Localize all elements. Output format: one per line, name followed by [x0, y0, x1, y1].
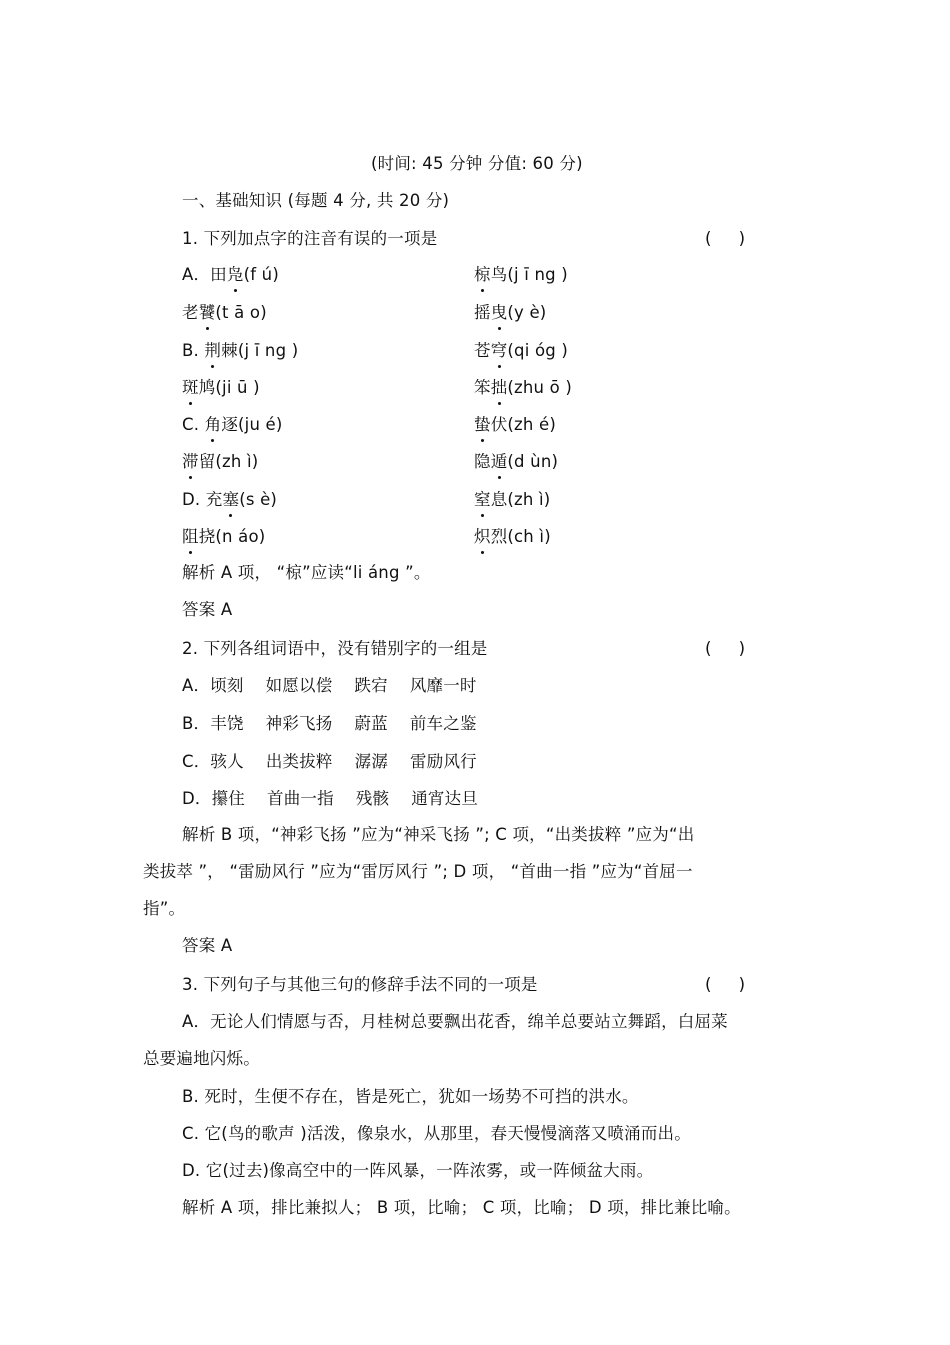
option-word: 雷励风行 [410, 752, 477, 771]
q1-answer: 答案 A [182, 600, 233, 619]
option-text-pre: B. [182, 341, 205, 360]
q2-answer: 答案 A [182, 936, 233, 955]
exam-time-score: (时间: 45 分钟 分值: 60 分) [371, 154, 583, 173]
q3-option-c: C. 它(鸟的歌声 )活泼，像泉水，从那里，春天慢慢滴落又喷涌而出。 [182, 1124, 691, 1143]
option-text-post: (y è) [507, 303, 547, 322]
option-word: 如愿以偿 [265, 676, 333, 695]
option-text-post: (s è) [239, 490, 278, 509]
emphasis-char: 炽 [474, 525, 491, 549]
option-text-post: 逐(ju é) [221, 415, 283, 434]
option-word: 风靡一时 [409, 676, 477, 695]
q1-option-left [182, 339, 298, 363]
q1-option-left [182, 488, 277, 512]
option-text-post: (t ā o) [215, 303, 267, 322]
option-text-pre: A．田 [182, 265, 227, 284]
q2-analysis-line: 类拔萃 ”， “雷励风行 ”应为“雷厉风行 ”; D 项， “首曲一指 ”应为“首屈一 [143, 862, 693, 881]
option-word: 前车之鉴 [409, 714, 477, 733]
option-text-post: 鸠(ji ū ) [198, 378, 260, 397]
emphasis-char: 塞 [223, 488, 240, 512]
option-word: 潺潺 [354, 752, 389, 771]
q1-option-left [182, 450, 258, 474]
emphasis-char: 荆 [204, 339, 221, 363]
q3-analysis: 解析 A 项，排比兼拟人； B 项，比喻； C 项，比喻； D 项，排比兼比喻。 [182, 1198, 741, 1217]
option-label: A． [182, 676, 211, 695]
emphasis-char: 蛰 [474, 413, 491, 437]
q2-option-a [182, 674, 499, 698]
emphasis-char: 拙 [491, 376, 508, 400]
q3-option-b: B. 死时，生便不存在，皆是死亡，犹如一场势不可挡的洪水。 [182, 1087, 639, 1106]
option-text-pre: 老 [182, 303, 199, 322]
option-text-pre: C. [182, 415, 205, 434]
q1-option-left [182, 263, 279, 287]
option-text-post: 棘(j ī ng ) [221, 341, 299, 360]
option-text-pre: 苍 [474, 341, 491, 360]
q1-option-left [182, 413, 283, 437]
q1-option-right [474, 450, 558, 474]
emphasis-char: 曳 [491, 301, 508, 325]
option-text-post: 鸟(j ī ng ) [490, 265, 568, 284]
option-text-pre: 摇 [474, 303, 491, 322]
option-text-post: 烈(ch ì) [490, 527, 551, 546]
option-text-post: (zhu ō ) [507, 378, 573, 397]
q3-option-d: D. 它(过去)像高空中的一阵风暴，一阵浓雾，或一阵倾盆大雨。 [182, 1161, 654, 1180]
q1-option-right [474, 339, 568, 363]
emphasis-char: 饕 [199, 301, 216, 325]
q1-option-right [474, 263, 568, 287]
q2-option-c [182, 750, 499, 774]
option-word: 蔚蓝 [354, 714, 388, 733]
option-text-post: 息(zh ì) [490, 490, 551, 509]
emphasis-char: 遁 [491, 450, 508, 474]
q1-option-right [474, 413, 556, 437]
q2-analysis-line: 解析 B 项，“神彩飞扬 ”应为“神采飞扬 ”; C 项，“出类拔粹 ”应为“出 [182, 825, 695, 844]
option-text-post: (d ùn) [507, 452, 559, 471]
option-text-post: 伏(zh é) [490, 415, 556, 434]
option-word: 出类拔粹 [265, 752, 333, 771]
q1-option-left [182, 376, 260, 400]
q2-option-b [182, 712, 499, 736]
option-word: 攥住 [211, 789, 246, 808]
q3-stem: 3. 下列句子与其他三句的修辞手法不同的一项是 [182, 975, 538, 994]
option-text-post: (qi óg ) [507, 341, 568, 360]
emphasis-char: 阻 [182, 525, 199, 549]
q3-option-a: A．无论人们情愿与否，月桂树总要飘出花香，绵羊总要站立舞蹈，白屈菜 [182, 1012, 728, 1031]
q1-option-right [474, 525, 551, 549]
emphasis-char: 滞 [182, 450, 199, 474]
option-text-post: 留(zh ì) [198, 452, 259, 471]
q2-analysis-line: 指”。 [143, 899, 186, 918]
option-word: 丰饶 [210, 714, 244, 733]
q1-option-left [182, 525, 265, 549]
emphasis-char: 窒 [474, 488, 491, 512]
q1-stem: 1. 下列加点字的注音有误的一项是 [182, 229, 438, 248]
q2-option-d [182, 787, 500, 811]
q1-option-right [474, 376, 572, 400]
option-word: 跌宕 [354, 676, 388, 695]
option-word: 骇人 [210, 752, 244, 771]
q1-option-right [474, 301, 546, 325]
option-word: 通宵达旦 [411, 789, 479, 808]
q1-option-right [474, 488, 550, 512]
option-text-post: 挠(n áo) [198, 527, 266, 546]
q1-answer-blank: ( ) [705, 229, 746, 248]
option-label: D． [182, 789, 212, 808]
q2-stem: 2. 下列各组词语中，没有错别字的一组是 [182, 639, 488, 658]
option-label: B． [182, 714, 211, 733]
section-title: 一、基础知识 (每题 4 分, 共 20 分) [182, 191, 450, 210]
option-text-pre: 隐 [474, 452, 491, 471]
q3-option-a-cont: 总要遍地闪烁。 [143, 1049, 260, 1068]
option-text-pre: D. 充 [182, 490, 223, 509]
q2-answer-blank: ( ) [705, 639, 746, 658]
option-label: C． [182, 752, 211, 771]
option-word: 顷刻 [210, 676, 244, 695]
q1-option-left [182, 301, 267, 325]
emphasis-char: 斑 [182, 376, 199, 400]
emphasis-char: 角 [205, 413, 222, 437]
option-word: 残骸 [355, 789, 390, 808]
q3-answer-blank: ( ) [705, 975, 746, 994]
emphasis-char: 穹 [491, 339, 508, 363]
option-word: 神彩飞扬 [265, 714, 333, 733]
emphasis-char: 椋 [474, 263, 491, 287]
option-word: 首曲一指 [267, 789, 334, 808]
option-text-pre: 笨 [474, 378, 491, 397]
emphasis-char: 凫 [227, 263, 244, 287]
option-text-post: (f ú) [243, 265, 279, 284]
q1-analysis: 解析 A 项， “椋”应读“li áng ”。 [182, 563, 431, 582]
